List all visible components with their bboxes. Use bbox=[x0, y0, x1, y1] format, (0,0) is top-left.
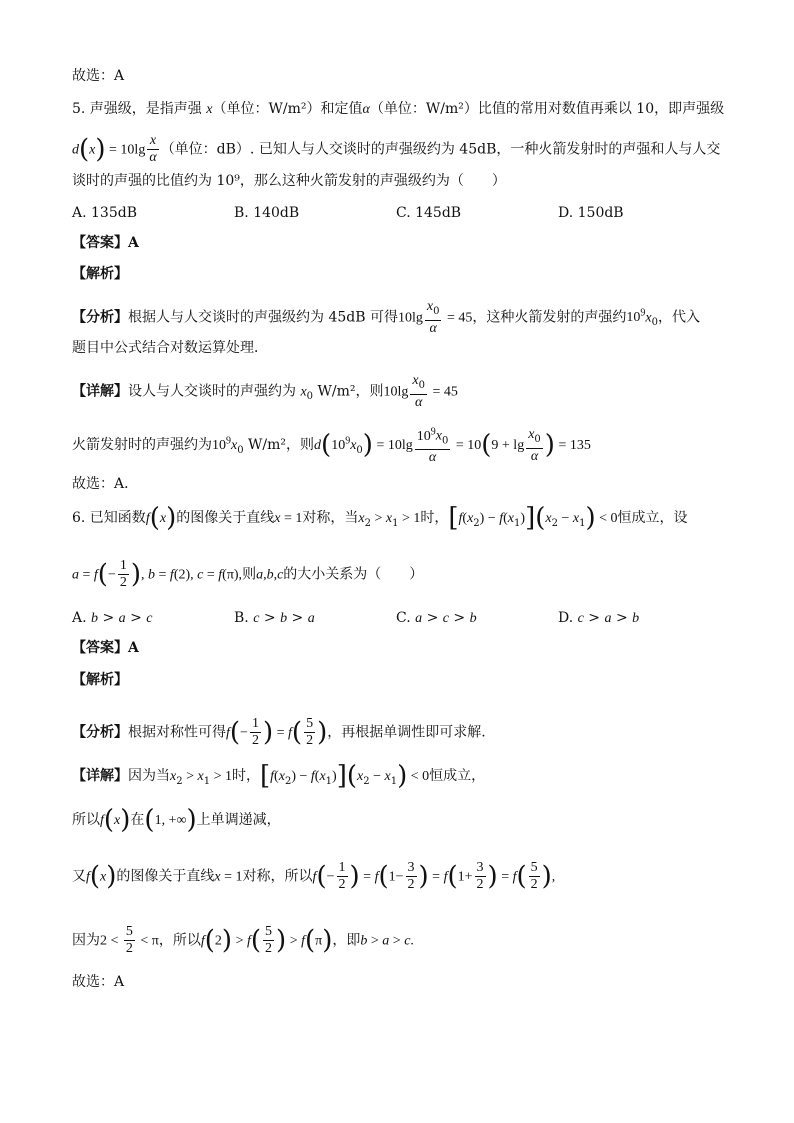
q6-xiangjie-line4: 因为2 < $\frac{5}{2}$ < π，所以f(2) > f( $\frac{5}{2}$ ) > f(π)，即b > a > c. bbox=[72, 924, 414, 956]
q6-analysis-label: 【解析】 bbox=[72, 672, 128, 688]
q5-xiangjie-line1: 【详解】设人与人交谈时的声强约为 $x_0$ W/m²，则10lg $\frac{x_0}{\alpha}$ = 45 bbox=[72, 373, 458, 410]
prev-answer-line: 故选：A bbox=[72, 68, 125, 84]
q5-stem-text: 5. 声强级，是指声强 bbox=[72, 101, 202, 117]
q6-final: 故选：A bbox=[72, 974, 125, 990]
q5-stem-line1: 5. 声强级，是指声强 x（单位：W/m²）和定值α（单位：W/m²）比值的常用对数值再乘以 10，即声强级 bbox=[72, 101, 725, 117]
q5-option-b: B. 140dB bbox=[234, 205, 300, 221]
q6-xiangjie-line2: 所以f(x)在(1, +∞)上单调递减， bbox=[72, 805, 281, 835]
q6-stem-line2: a = f(− $\frac{1}{2}$ ), b = f(2), c = f(π),则a,b,c的大小关系为（ ） bbox=[72, 558, 424, 590]
q6-option-c: C. a > c > b bbox=[396, 610, 477, 626]
q5-option-d: D. 150dB bbox=[558, 205, 624, 221]
q5-final: 故选：A． bbox=[72, 476, 139, 492]
q5-answer: 【答案】A bbox=[72, 235, 139, 251]
q6-xiangjie-line1: 【详解】因为当$x_2 > x_1 > 1$时，$[f(x_2) - f(x_1)](x_2 - x_1) < 0$恒成立， bbox=[72, 761, 486, 791]
q5-stem-line3: 谈时的声强的比值约为 10⁹，那么这种火箭发射的声强级约为（ ） bbox=[72, 173, 506, 189]
q6-option-d: D. c > a > b bbox=[558, 610, 640, 626]
q5-option-c: C. 145dB bbox=[396, 205, 462, 221]
q5-xiangjie-line2: 火箭发射时的声强约为$10^9x_0$ W/m²，则$d(10^9x_0) = 10\lg$ $\frac{10^9x_0}{\alpha}$ = 10(9 + lg $\frac{x_0}{\alpha}$ ) = 135 bbox=[72, 426, 591, 466]
q6-fenxi-line: 【分析】根据对称性可得f(− $\frac{1}{2}$ ) = f( $\frac{5}{2}$ )，再根据单调性即可求解. bbox=[72, 716, 486, 748]
q6-stem-line1: 6. 已知函数f(x)的图像关于直线x = 1对称，当$x_2 > x_1 > 1$时，$[f(x_2) - f(x_1)](x_2 - x_1) < 0$恒成立，设 bbox=[72, 503, 688, 533]
q6-answer: 【答案】A bbox=[72, 640, 139, 656]
q5-option-a: A. 135dB bbox=[72, 205, 137, 221]
q5-fenxi-line2: 题目中公式结合对数运算处理． bbox=[72, 340, 268, 356]
q5-fenxi-line1: 【分析】根据人与人交谈时的声强级约为 45dB 可得10lg $\frac{x_0}{\alpha}$ = 45，这种火箭发射的声强约$10^9x_0$，代入 bbox=[72, 299, 700, 336]
q5-analysis-label: 【解析】 bbox=[72, 266, 128, 282]
q6-xiangjie-line3: 又f(x)的图像关于直线x = 1对称，所以f(− $\frac{1}{2}$ ) = f(1− $\frac{3}{2}$ ) = f(1+ $\frac{3}{2}$ ) = f( $\frac{5}{2}$ ), bbox=[72, 860, 556, 892]
q5-stem-line2: d(x) = 10lg $\frac{x}{\alpha}$ （单位：dB）. 已知人与人交谈时的声强级约为 45dB，一种火箭发射时的声强和人与人交 bbox=[72, 133, 721, 165]
q6-option-b: B. c > b > a bbox=[234, 610, 315, 626]
q6-option-a: A. b > a > c bbox=[72, 610, 153, 626]
